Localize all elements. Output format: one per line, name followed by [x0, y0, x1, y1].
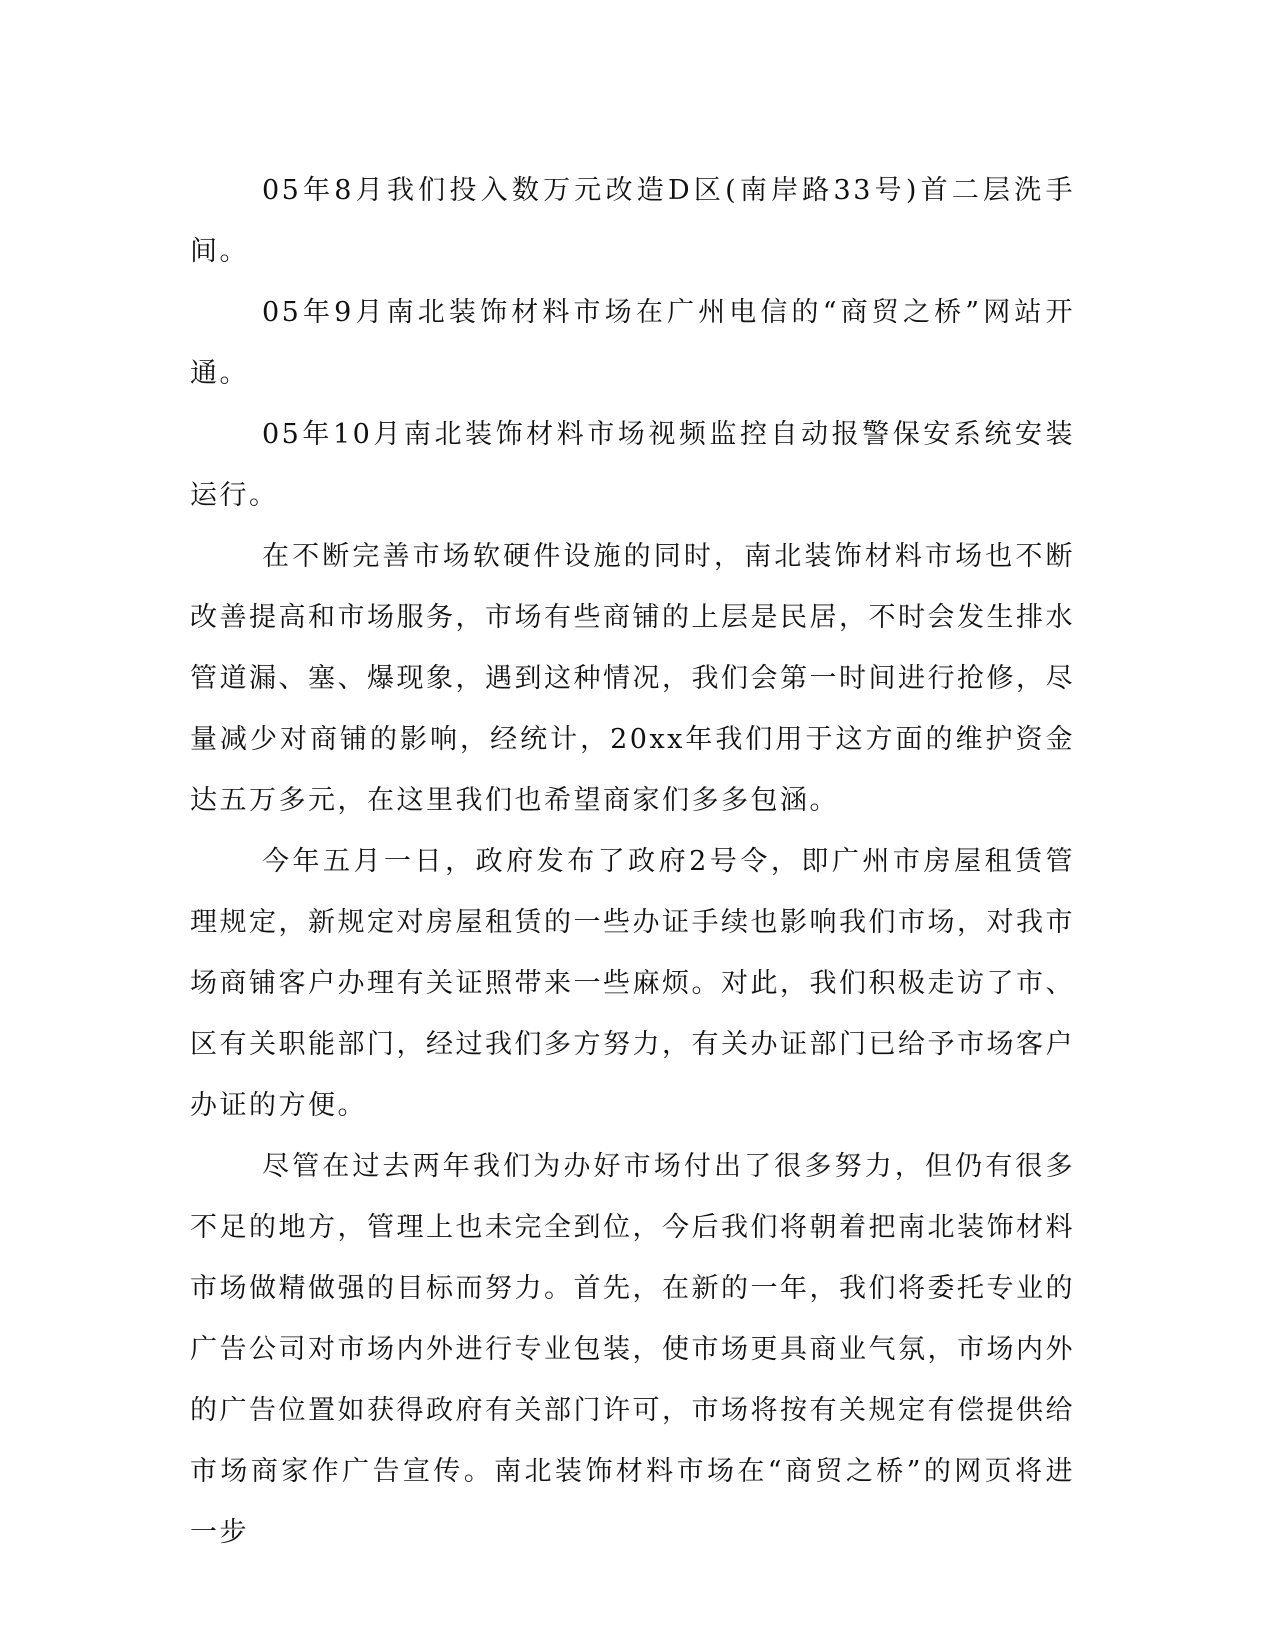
paragraph-website: 05年9月南北装饰材料市场在广州电信的“商贸之桥”网站开通。 — [190, 297, 1075, 389]
document-body — [190, 160, 1075, 1563]
paragraph-future-plans: 尽管在过去两年我们为办好市场付出了很多努力，但仍有很多不足的地方，管理上也未完全到位，今后我们将朝着把南北装饰材料市场做精做强的目标而努力。首先，在新的一年，我们将委托专业的广告公司对市场内外进行专业包装，使市场更具商业气氛，市场内外的广告位置如获得政府有关部门许可，市场将按有关规定有偿提供给市场商家作广告宣传。南北装饰材料市场在“商贸之桥”的网页将进一步 — [190, 1151, 1075, 1548]
paragraph-renovation: 05年8月我们投入数万元改造D区(南岸路33号)首二层洗手间。 — [190, 175, 1075, 267]
paragraph-security-system: 05年10月南北装饰材料市场视频监控自动报警保安系统安装运行。 — [190, 419, 1075, 511]
paragraph-rental-regulation: 今年五月一日，政府发布了政府2号令，即广州市房屋租赁管理规定，新规定对房屋租赁的一些办证手续也影响我们市场，对我市场商铺客户办理有关证照带来一些麻烦。对此，我们积极走访了市、区有关职能部门，经过我们多方努力，有关办证部门已给予市场客户办证的方便。 — [190, 846, 1075, 1121]
paragraph-maintenance: 在不断完善市场软硬件设施的同时，南北装饰材料市场也不断改善提高和市场服务，市场有些商铺的上层是民居，不时会发生排水管道漏、塞、爆现象，遇到这种情况，我们会第一时间进行抢修，尽量减少对商铺的影响，经统计，20xx年我们用于这方面的维护资金达五万多元，在这里我们也希望商家们多多包涵。 — [190, 541, 1075, 816]
